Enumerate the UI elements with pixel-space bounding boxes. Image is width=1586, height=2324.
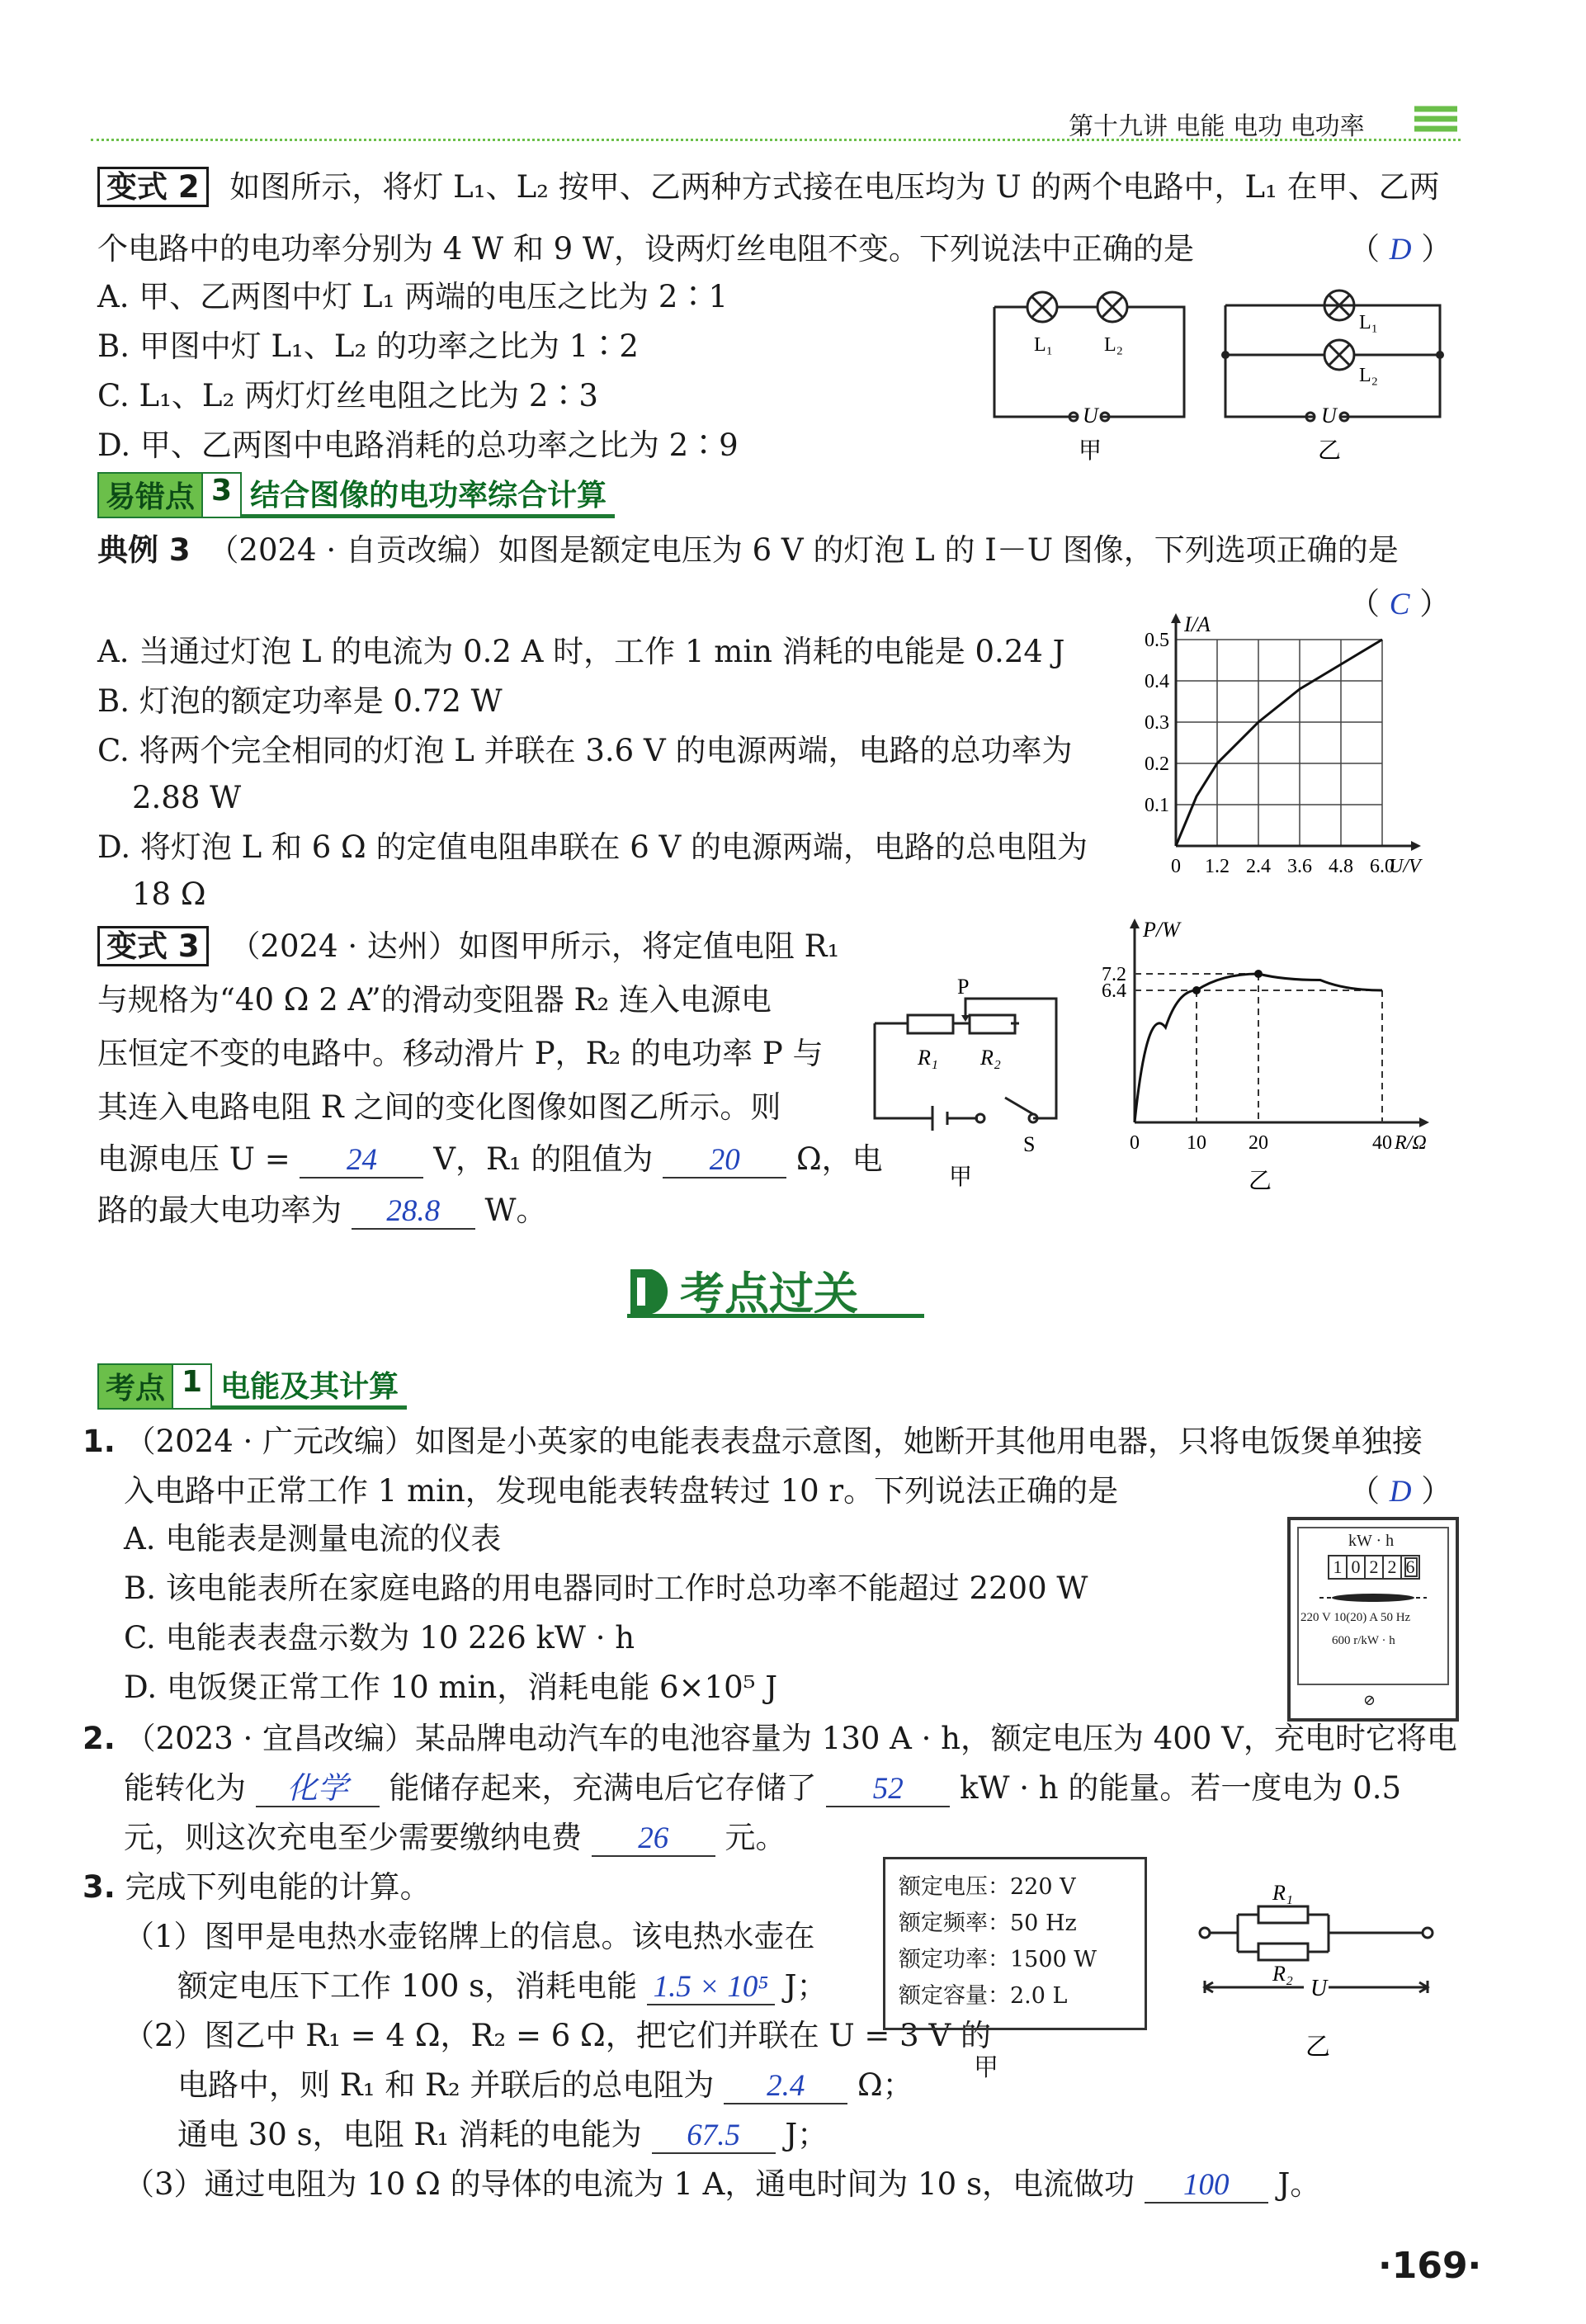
q1-option-a: A. 电能表是测量电流的仪表 [124, 1521, 502, 1556]
variant3-l6a: 路的最大电功率为 [97, 1193, 342, 1228]
yi-u-label: U [1321, 404, 1337, 427]
y-tick-label: 0.4 [1145, 671, 1169, 692]
meter-digits [1328, 1555, 1420, 1580]
variant2-circuit-yi [1217, 281, 1456, 470]
chapter-logo [1411, 101, 1462, 137]
meter-rev: 600 r/kW · h [1332, 1634, 1395, 1647]
energy-meter [1287, 1517, 1459, 1722]
example3-stem: （2024 · 自贡改编）如图是额定电压为 6 V 的灯泡 L 的 I－U 图像，下列选项正确的是 [208, 532, 1399, 568]
q3-parallel-circuit [1188, 1882, 1452, 2071]
section-header: 考点过关 [627, 1259, 858, 1322]
q1-num: 1. [83, 1424, 116, 1459]
v3-jia-caption: 甲 [949, 1163, 973, 1190]
q3-p2-line3b: J； [785, 2117, 828, 2152]
q1-option-b: B. 该电能表所在家庭电路的用电器同时工作时总功率不能超过 2200 W [124, 1571, 1088, 1606]
q3-num: 3. [83, 1869, 116, 1905]
pr-chart [1097, 920, 1461, 1201]
variant3-answer-u: 24 [300, 1145, 423, 1179]
x-axis-arrow [1411, 841, 1421, 851]
x-tick-label: 4.8 [1329, 856, 1353, 877]
x-tick-label: 20 [1249, 1132, 1268, 1154]
variant3-circuit-jia [858, 974, 1081, 1188]
q2-l2b: 能储存起来，充满电后它存储了 [389, 1770, 817, 1806]
q1-option-c: C. 电能表表盘示数为 10 226 kW · h [124, 1620, 635, 1656]
q2-l3a: 元，则这次充电至少需要缴纳电费 [124, 1820, 582, 1855]
page-number: ·169· [1378, 2245, 1482, 2287]
q2-answer-3: 26 [592, 1823, 715, 1857]
x-tick-label: 0 [1130, 1132, 1140, 1154]
v3-r1-label: R₁ [918, 1046, 938, 1070]
variant2-answer: D [1389, 233, 1412, 267]
q2-num: 2. [83, 1721, 116, 1756]
nameplate-power: 额定功率：1500 W [899, 1947, 1097, 1972]
x-tick-label: 10 [1187, 1132, 1206, 1154]
x-tick-label: 3.6 [1287, 856, 1312, 877]
variant3-l5b: V，R₁ 的阻值为 [433, 1141, 654, 1177]
q2-l3b: 元。 [725, 1820, 786, 1855]
section-underline [627, 1314, 924, 1318]
variant2-option-d: D. 甲、乙两图中电路消耗的总功率之比为 2∶9 [97, 427, 739, 463]
nameplate-frequency: 额定频率：50 Hz [899, 1911, 1077, 1936]
example3-option-d: D. 将灯泡 L 和 6 Ω 的定值电阻串联在 6 V 的电源两端，电路的总电阻为 [97, 829, 1088, 865]
variant2-circuit-jia [986, 281, 1201, 470]
x-axis-label: U/V [1389, 856, 1421, 877]
q1-line2: 入电路中正常工作 1 min，发现电能表转盘转过 10 r。下列说法正确的是 [124, 1473, 1119, 1509]
variant3-l5c: Ω，电 [795, 1141, 883, 1177]
variant2-option-a: A. 甲、乙两图中灯 L₁ 两端的电压之比为 2∶1 [97, 279, 729, 314]
meter-digit: 2 [1366, 1555, 1384, 1580]
meter-digit: 1 [1328, 1555, 1348, 1580]
example3-option-c: C. 将两个完全相同的灯泡 L 并联在 3.6 V 的电源两端，电路的总功率为 [97, 733, 1073, 768]
q3-u-label: U [1310, 1976, 1328, 2001]
y-axis-label: P/W [1143, 918, 1180, 942]
nameplate-voltage: 额定电压：220 V [899, 1874, 1076, 1900]
meter-spec: 220 V 10(20) A 50 Hz [1300, 1611, 1411, 1624]
variant3-answer-r1: 20 [663, 1145, 786, 1179]
example3-option-c2: 2.88 W [132, 780, 242, 815]
variant2-line2: 个电路中的电功率分别为 4 W 和 9 W，设两灯丝电阻不变。下列说法中正确的是 [97, 231, 1194, 267]
variant3-answer-p: 28.8 [352, 1196, 475, 1230]
variant2-option-c: C. L₁、L₂ 两灯灯丝电阻之比为 2∶3 [97, 378, 598, 413]
variant3-l6b: W。 [484, 1193, 547, 1228]
q3-p3-answer: 100 [1145, 2170, 1268, 2204]
y-tick-label: 0.2 [1145, 753, 1169, 775]
y-tick-label: 0.3 [1145, 712, 1169, 734]
jia-caption: 甲 [1079, 437, 1102, 464]
variant3-line4: 其连入电路电阻 R 之间的变化图像如图乙所示。则 [97, 1089, 781, 1125]
x-tick-label: 40 [1372, 1132, 1392, 1154]
yi-l1-label: L₁ [1359, 312, 1379, 333]
q2-answer-2: 52 [826, 1774, 950, 1807]
y-tick-label: 7.2 [1102, 964, 1126, 985]
yi-l2-label: L₂ [1359, 365, 1379, 386]
series-line [1176, 640, 1382, 846]
meter-unit: kW · h [1348, 1532, 1395, 1550]
q3-p2-line3a: 通电 30 s，电阻 R₁ 消耗的电能为 [177, 2117, 642, 2152]
pitfall3-label: 易错点 3 结合图像的电功率综合计算 [97, 472, 615, 518]
v3-p-label: P [957, 975, 970, 999]
variant3-tag: 变式 3 [97, 926, 209, 966]
x-tick-label: 2.4 [1246, 856, 1271, 877]
yi-caption: 乙 [1318, 437, 1342, 464]
q2-l2c: kW · h 的能量。若一度电为 0.5 [960, 1770, 1401, 1806]
data-point [1254, 970, 1263, 978]
jia-l2-label: L₂ [1104, 334, 1124, 356]
variant3-line1: （2024 · 达州）如图甲所示，将定值电阻 R₁ [229, 928, 840, 964]
jia-l1-label: L₁ [1034, 334, 1054, 356]
q3-stem: 完成下列电能的计算。 [125, 1869, 431, 1905]
q3-r1-label: R₁ [1272, 1881, 1293, 1905]
q3-p2-answer-1: 2.4 [724, 2071, 847, 2104]
q3-p1-line2a: 额定电压下工作 100 s，消耗电能 [177, 1968, 638, 2004]
variant3-line3: 压恒定不变的电路中。移动滑片 P，R₂ 的电功率 P 与 [97, 1036, 824, 1071]
nameplate-caption: 甲 [974, 2053, 998, 2082]
q2-l2a: 能转化为 [124, 1770, 246, 1806]
variant3-l5a: 电源电压 U = [97, 1141, 290, 1177]
variant3-line2: 与规格为“40 Ω 2 A”的滑动变阻器 R₂ 连入电源电 [97, 982, 772, 1018]
q3-p2-line2a: 电路中，则 R₁ 和 R₂ 并联后的总电阻为 [177, 2067, 715, 2103]
meter-digit: 2 [1384, 1555, 1402, 1580]
q3-p3b: J。 [1277, 2166, 1321, 2202]
y-tick-label: 0.5 [1145, 630, 1169, 651]
iu-chart [1139, 612, 1452, 900]
y-tick-label: 0.1 [1145, 795, 1169, 816]
x-axis-label: R/Ω [1395, 1132, 1427, 1154]
q3-yi-caption: 乙 [1305, 2033, 1330, 2062]
q2-answer-1: 化学 [256, 1774, 380, 1807]
example3-answer: C [1389, 588, 1410, 621]
q2-line1: （2023 · 宜昌改编）某品牌电动汽车的电池容量为 130 A · h，额定电压为 400 V，充电时它将电 [125, 1721, 1457, 1756]
pr-chart-caption: 乙 [1249, 1167, 1272, 1194]
x-tick-label: 1.2 [1205, 856, 1230, 877]
q3-p2-line2b: Ω； [857, 2067, 913, 2103]
chapter-title: 第十九讲 电能 电功 电功率 [1069, 112, 1365, 141]
x-tick-label: 6.0 [1370, 856, 1395, 877]
q3-p1-answer: 1.5 × 10⁵ [647, 1972, 775, 2005]
data-point [1192, 986, 1201, 994]
v3-r2-label: R₂ [980, 1046, 1001, 1070]
q3-p1-line2b: J； [784, 1968, 828, 2004]
q3-r2-label: R₂ [1272, 1962, 1293, 1986]
q3-p2-answer-2: 67.5 [652, 2120, 776, 2154]
q1-option-d: D. 电饭煲正常工作 10 min，消耗电能 6×10⁵ J [124, 1670, 778, 1705]
kaodian1-label: 考点 1 电能及其计算 [97, 1363, 407, 1410]
q3-p3a: （3）通过电阻为 10 Ω 的导体的电流为 1 A，通电时间为 10 s，电流做功 [124, 2166, 1135, 2202]
q3-p2-line1: （2）图乙中 R₁ = 4 Ω，R₂ = 6 Ω，把它们并联在 U = 3 V 的 [124, 2018, 991, 2053]
example3-tag: 典例 3 [97, 532, 191, 568]
q1-answer: D [1389, 1475, 1412, 1509]
example3-option-d2: 18 Ω [132, 876, 206, 912]
variant2-option-b: B. 甲图中灯 L₁、L₂ 的功率之比为 1∶2 [97, 328, 639, 364]
y-tick-label: 6.4 [1102, 980, 1126, 1002]
nameplate-capacity: 额定容量：2.0 L [899, 1983, 1068, 2009]
v3-s-label: S [1023, 1132, 1036, 1156]
y-axis-arrow [1171, 613, 1181, 623]
kettle-nameplate [883, 1857, 1147, 2030]
meter-knob-icon: ⊘ [1363, 1692, 1376, 1709]
example3-option-a: A. 当通过灯泡 L 的电流为 0.2 A 时，工作 1 min 消耗的电能是 0.24 J [97, 634, 1065, 669]
jia-u-label: U [1083, 404, 1098, 427]
x-tick-label: 0 [1171, 856, 1181, 877]
meter-digit: 6 [1402, 1555, 1420, 1580]
variant2-line1: 如图所示，将灯 L₁、L₂ 按甲、乙两种方式接在电压均为 U 的两个电路中，L₁ 在甲、乙两 [229, 169, 1440, 205]
variant2-tag: 变式 2 [97, 167, 209, 207]
x-axis-arrow [1419, 1117, 1429, 1127]
example3-option-b: B. 灯泡的额定功率是 0.72 W [97, 683, 503, 719]
meter-digit: 0 [1348, 1555, 1366, 1580]
y-axis-label: I/A [1184, 612, 1211, 636]
q3-p1-line1: （1）图甲是电热水壶铭牌上的信息。该电热水壶在 [124, 1919, 815, 1954]
y-axis-arrow [1130, 919, 1140, 928]
q1-line1: （2024 · 广元改编）如图是小英家的电能表表盘示意图，她断开其他用电器，只将电饭煲单独接 [125, 1424, 1423, 1459]
